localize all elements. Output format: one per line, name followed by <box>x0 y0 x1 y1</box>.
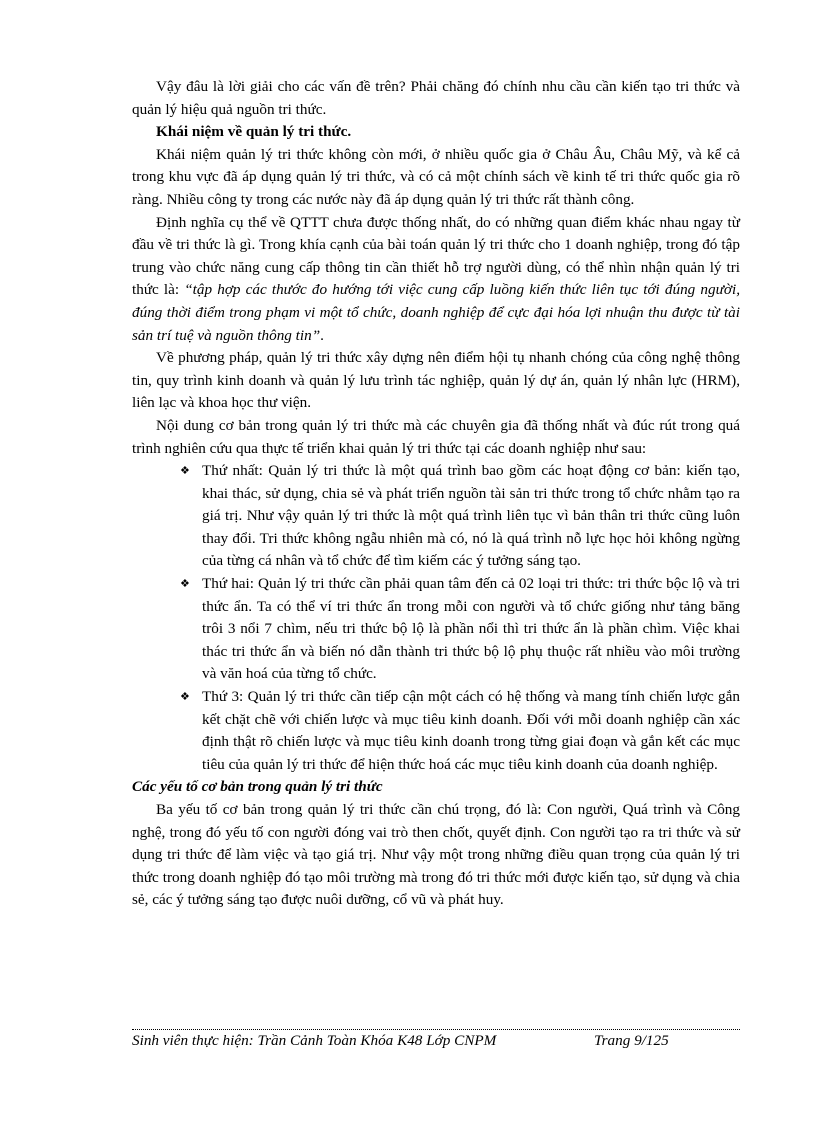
list-item <box>180 573 740 686</box>
diamond-bullet-icon: ❖ <box>180 465 190 478</box>
diamond-bullet-icon: ❖ <box>180 691 190 704</box>
footer-divider <box>132 1029 740 1030</box>
list-item-text: Thứ 3: Quản lý tri thức cần tiếp cận một cách có hệ thống và mang tính chiến lược gắn kết chặt chẽ với chiến lược và mục tiêu kinh doanh. Đối với mỗi doanh nghiệp cần xác định thật rõ chiến lược và mục tiêu kinh doanh trong từng giai đoạn và gắn kết các mục tiêu của quản lý tri thức để hiện thức hoá các mục tiêu kinh doanh của doanh nghiệp. <box>202 688 740 773</box>
paragraph-method: Về phương pháp, quản lý tri thức xây dựng nên điểm hội tụ nhanh chóng của công nghệ thông tin, quy trình kinh doanh và quản lý lưu trình tác nghiệp, quản lý dự án, quản lý nhân lực (HRM), liên lạc và khoa học thư viện. <box>132 349 740 412</box>
list-item <box>180 460 740 573</box>
definition-quote: “tập hợp các thước đo hướng tới việc cung cấp luồng kiến thức liên tục tới đúng người, đúng thời điểm trong phạm vi một tổ chức, doanh nghiệp để cực đại hóa lợi nhuận thu được từ tài sản trí tuệ và nguồn thông tin” <box>132 281 740 344</box>
heading-knowledge-management-concept: Khái niệm về quản lý tri thức. <box>156 123 352 141</box>
page-footer <box>132 1032 740 1056</box>
footer-author: Sinh viên thực hiện: Trần Cảnh Toàn Khóa K48 Lớp CNPM <box>132 1032 497 1049</box>
heading-basic-factors: Các yếu tố cơ bản trong quản lý tri thức <box>132 778 383 796</box>
definition-end: . <box>320 326 324 344</box>
list-item-text: Thứ nhất: Quản lý tri thức là một quá trình bao gồm các hoạt động cơ bản: kiến tạo, khai thác, sử dụng, chia sẻ và phát triển nguồn tài sản tri thức trong tổ chức nhằm tạo ra giá trị. Như vậy quản lý tri thức là một quá trình liên tục vì bản thân tri thức cũng luôn thay đổi. Tri thức không ngẫu nhiên mà có, nó là quá trình nỗ lực học hỏi không ngừng của từng cá nhân và tổ chức để tìm kiếm các ý tưởng sáng tạo. <box>202 462 740 570</box>
paragraph-factors: Ba yếu tố cơ bản trong quản lý tri thức cần chú trọng, đó là: Con người, Quá trình và Công nghệ, trong đó yếu tố con người đóng vai trò then chốt, quyết định. Con người tạo ra tri thức và sử dụng tri thức để làm việc và tạo giá trị. Như vậy một trong những điều quan trọng của quản lý tri thức trong doanh nghiệp đó tạo môi trường mà trong đó tri thức mới được kiến tạo, sử dụng và chia sẻ, các ý tưởng sáng tạo được nuôi dưỡng, cổ vũ và phát huy. <box>132 801 740 909</box>
definition-text: Định nghĩa cụ thể về QTTT chưa được thống nhất, do có những quan điểm khác nhau ngay từ đầu về tri thức là gì. Trong khía cạnh của bài toán quản lý tri thức cho 1 doanh nghiệp, trong đó tập trung vào chức năng cung cấp thông tin cần thiết hỗ trợ người dùng, có thể nhìn nhận quản lý tri thức là: <box>132 213 740 299</box>
diamond-bullet-icon: ❖ <box>180 578 190 591</box>
paragraph-definition <box>132 212 740 348</box>
paragraph-concept: Khái niệm quản lý tri thức không còn mới, ở nhiều quốc gia ở Châu Âu, Châu Mỹ, và kể cả trong khu vực đã áp dụng quản lý tri thức, và có cả một chính sách về kinh tế tri thức quốc gia rõ ràng. Nhiều công ty trong các nước này đã áp dụng quản lý tri thức rất thành công. <box>132 145 740 208</box>
footer-page-number: Trang 9/125 <box>594 1032 669 1049</box>
list-item <box>180 686 740 776</box>
list-item-text: Thứ hai: Quản lý tri thức cần phải quan tâm đến cả 02 loại tri thức: tri thức bộc lộ và tri thức ẩn. Ta có thể ví tri thức ẩn trong mỗi con người và tổ chức giống như tảng băng trôi 3 nổi 7 chìm, nếu tri thức bộ lộ là phần nổi thì tri thức ẩn là phần chìm. Việc khai thác tri thức ẩn và biến nó dẫn thành tri thức bộ lộ phụ thuộc rất nhiều vào môi trường và văn hoá của từng tổ chức. <box>202 575 740 683</box>
document-page <box>132 76 740 912</box>
paragraph-content: Nội dung cơ bản trong quản lý tri thức mà các chuyên gia đã thống nhất và đúc rút trong quá trình nghiên cứu qua thực tế triển khai quản lý tri thức tại các doanh nghiệp như sau: <box>132 416 740 457</box>
bullet-list <box>132 460 740 776</box>
paragraph-intro: Vậy đâu là lời giải cho các vấn đề trên? Phải chăng đó chính nhu cầu cần kiến tạo tri thức và quản lý hiệu quả nguồn tri thức. <box>132 78 740 118</box>
